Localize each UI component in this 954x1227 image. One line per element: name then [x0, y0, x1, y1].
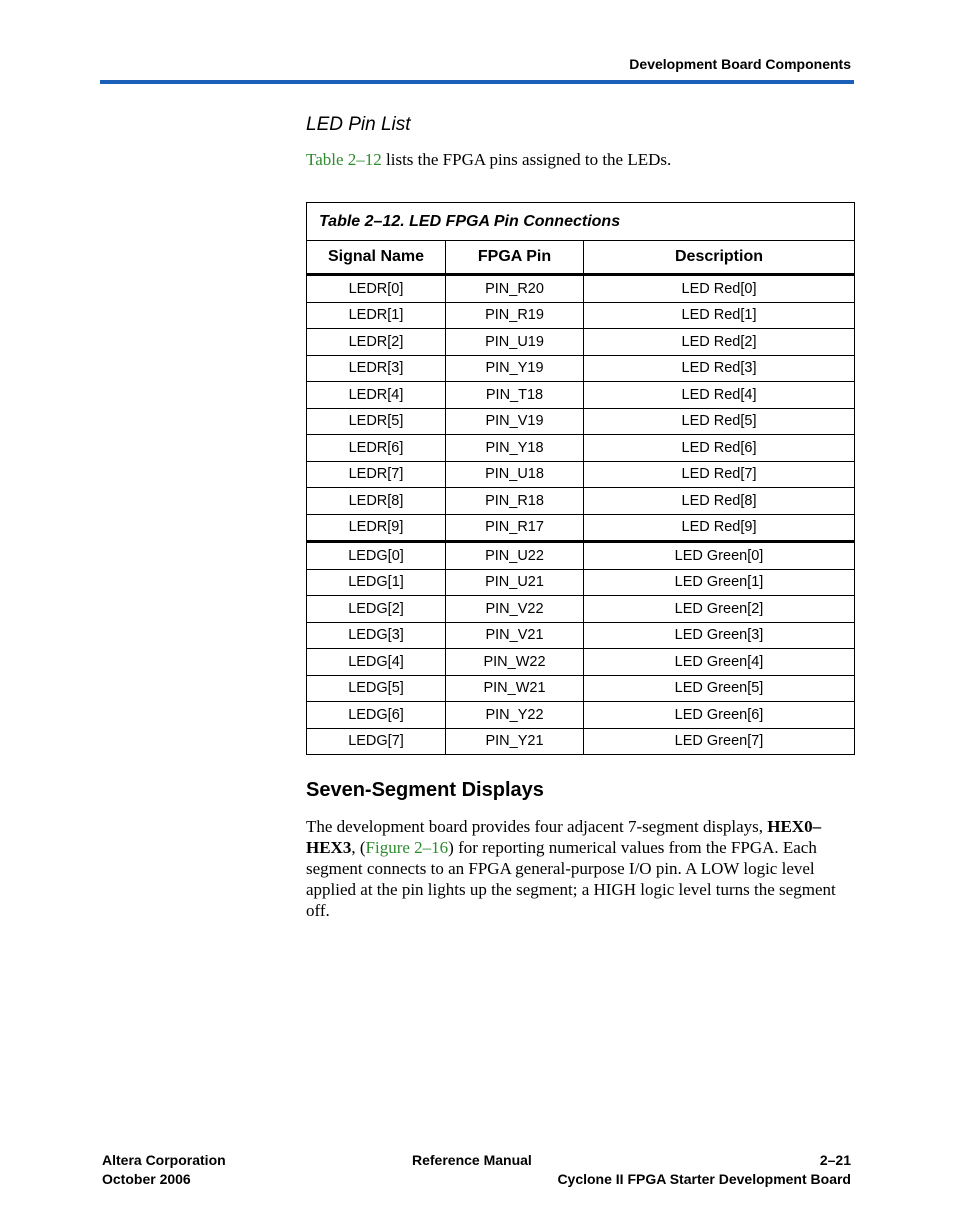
footer-date: October 2006	[102, 1171, 191, 1187]
description-cell: LED Red[8]	[584, 488, 855, 515]
fpga-pin-cell: PIN_R17	[446, 514, 584, 542]
description-cell: LED Green[4]	[584, 649, 855, 676]
fpga-pin-cell: PIN_T18	[446, 382, 584, 409]
fpga-pin-cell: PIN_Y19	[446, 355, 584, 382]
description-cell: LED Red[5]	[584, 408, 855, 435]
running-header: Development Board Components	[629, 56, 851, 72]
fpga-pin-cell: PIN_U18	[446, 461, 584, 488]
section-paragraph	[306, 816, 851, 921]
fpga-pin-cell: PIN_R19	[446, 302, 584, 329]
paragraph-text: , (	[351, 838, 366, 857]
fpga-pin-cell: PIN_Y18	[446, 435, 584, 462]
fpga-pin-cell: PIN_W21	[446, 675, 584, 702]
fpga-pin-cell: PIN_Y22	[446, 702, 584, 729]
description-cell: LED Green[1]	[584, 569, 855, 596]
signal-name-cell: LEDR[7]	[307, 461, 446, 488]
signal-name-cell: LEDR[8]	[307, 488, 446, 515]
signal-name-cell: LEDR[6]	[307, 435, 446, 462]
signal-name-cell: LEDR[1]	[307, 302, 446, 329]
footer-doc-title: Cyclone II FPGA Starter Development Board	[557, 1171, 851, 1187]
column-header-description: Description	[584, 241, 855, 275]
table-row	[307, 302, 855, 329]
signal-name-cell: LEDR[2]	[307, 329, 446, 356]
paragraph-text: The development board provides four adjacent 7-segment displays,	[306, 817, 768, 836]
table-row	[307, 488, 855, 515]
table-reference-link[interactable]: Table 2–12	[306, 150, 382, 169]
description-cell: LED Green[5]	[584, 675, 855, 702]
fpga-pin-cell: PIN_V19	[446, 408, 584, 435]
signal-name-cell: LEDG[1]	[307, 569, 446, 596]
signal-name-cell: LEDG[3]	[307, 622, 446, 649]
table-row	[307, 355, 855, 382]
intro-text: lists the FPGA pins assigned to the LEDs.	[381, 150, 672, 169]
table-row	[307, 514, 855, 542]
fpga-pin-cell: PIN_U21	[446, 569, 584, 596]
description-cell: LED Green[7]	[584, 728, 855, 755]
table-row	[307, 622, 855, 649]
description-cell: LED Red[3]	[584, 355, 855, 382]
figure-reference-link[interactable]: Figure 2–16	[365, 838, 449, 857]
signal-name-cell: LEDR[0]	[307, 275, 446, 303]
signal-name-cell: LEDR[4]	[307, 382, 446, 409]
signal-name-cell: LEDG[6]	[307, 702, 446, 729]
table-row	[307, 275, 855, 303]
description-cell: LED Green[2]	[584, 596, 855, 623]
description-cell: LED Red[0]	[584, 275, 855, 303]
fpga-pin-cell: PIN_V21	[446, 622, 584, 649]
signal-name-cell: LEDG[7]	[307, 728, 446, 755]
signal-name-cell: LEDR[5]	[307, 408, 446, 435]
table-row	[307, 408, 855, 435]
signal-name-cell: LEDG[0]	[307, 542, 446, 570]
description-cell: LED Green[0]	[584, 542, 855, 570]
table-row	[307, 702, 855, 729]
table-row	[307, 596, 855, 623]
fpga-pin-cell: PIN_V22	[446, 596, 584, 623]
table-caption: Table 2–12. LED FPGA Pin Connections	[307, 203, 855, 241]
table-row	[307, 569, 855, 596]
paragraph-bold-term: HEX0–HEX3	[306, 817, 822, 857]
table-row	[307, 435, 855, 462]
description-cell: LED Red[9]	[584, 514, 855, 542]
section-heading: Seven-Segment Displays	[306, 779, 544, 801]
description-cell: LED Red[6]	[584, 435, 855, 462]
subhead-led-pin-list: LED Pin List	[306, 114, 411, 135]
fpga-pin-cell: PIN_W22	[446, 649, 584, 676]
fpga-pin-cell: PIN_R18	[446, 488, 584, 515]
description-cell: LED Red[1]	[584, 302, 855, 329]
description-cell: LED Red[7]	[584, 461, 855, 488]
footer-right	[557, 1151, 851, 1189]
description-cell: LED Red[4]	[584, 382, 855, 409]
footer-page-number: 2–21	[819, 1152, 851, 1168]
footer-company: Altera Corporation	[102, 1152, 226, 1168]
table-row	[307, 461, 855, 488]
description-cell: LED Green[3]	[584, 622, 855, 649]
signal-name-cell: LEDR[3]	[307, 355, 446, 382]
table-row	[307, 649, 855, 676]
fpga-pin-cell: PIN_U22	[446, 542, 584, 570]
intro-paragraph	[306, 150, 671, 170]
signal-name-cell: LEDR[9]	[307, 514, 446, 542]
signal-name-cell: LEDG[5]	[307, 675, 446, 702]
column-header-signal-name: Signal Name	[307, 241, 446, 275]
signal-name-cell: LEDG[2]	[307, 596, 446, 623]
description-cell: LED Red[2]	[584, 329, 855, 356]
description-cell: LED Green[6]	[584, 702, 855, 729]
fpga-pin-cell: PIN_Y21	[446, 728, 584, 755]
footer-center: Reference Manual	[412, 1152, 532, 1168]
paragraph-text: ) for reporting numerical values from the FPGA. Each segment connects to an FPGA general-purpose I/O pin. A LOW logic level applied at the pin lights up the segment; a HIGH logic level turns the segment off.	[306, 838, 836, 920]
signal-name-cell: LEDG[4]	[307, 649, 446, 676]
column-header-fpga-pin: FPGA Pin	[446, 241, 584, 275]
table-row	[307, 728, 855, 755]
fpga-pin-cell: PIN_U19	[446, 329, 584, 356]
table-row	[307, 329, 855, 356]
led-pin-table	[306, 202, 855, 755]
header-rule	[100, 80, 854, 84]
table-row	[307, 382, 855, 409]
table-row	[307, 675, 855, 702]
table-row	[307, 542, 855, 570]
footer-left	[102, 1151, 226, 1189]
fpga-pin-cell: PIN_R20	[446, 275, 584, 303]
